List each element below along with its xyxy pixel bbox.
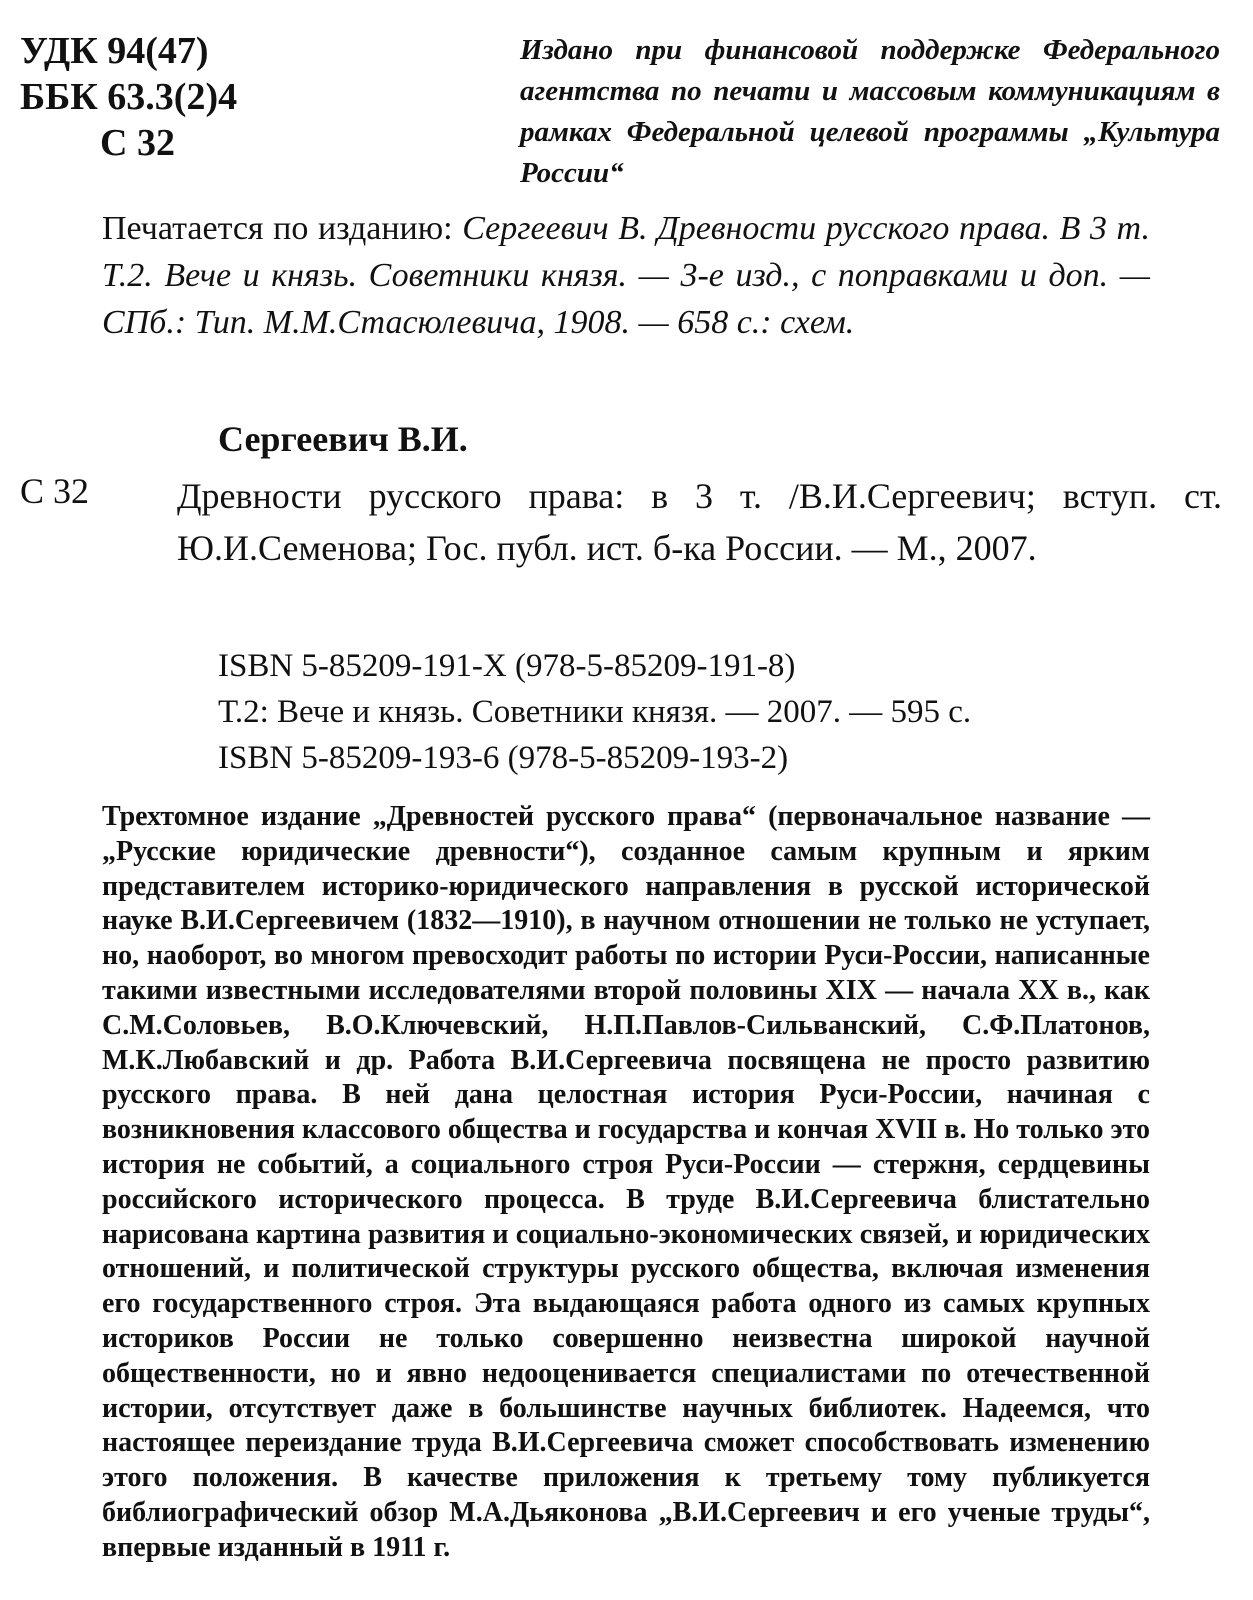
- source-edition: [20, 205, 1150, 346]
- author-heading: Сергеевич В.И.: [218, 419, 468, 459]
- isbn-set: ISBN 5-85209-191-X (978-5-85209-191-8): [218, 648, 796, 684]
- author-mark: С 32: [100, 122, 175, 164]
- abstract: [20, 800, 1150, 1566]
- bibliographic-text: Древности русского права: в 3 т. /В.И.Сергеевич; вступ. ст. Ю.И.Семенова; Гос. публ. ист. б-ка России. — М., 2007.: [177, 476, 1222, 568]
- abstract-text: Трехтомное издание „Древностей русского права“ (первоначальное название — „Русские юридические древности“), созданное самым крупным и ярким представителем историко-юридического направления в русской исторической науке В.И.Сергеевичем (1832—1910), в научном отношении не только не уступает, но, наоборот, во многом превосходит работы по истории Руси-России, написанные такими известными исследователями второй половины XIX — начала XX в., как С.М.Соловьев, В.О.Ключевский, Н.П.Павлов-Сильванский, С.Ф.Платонов, М.К.Любавский и др. Работа В.И.Сергеевича посвящена не просто развитию русского права. В ней дана целостная история Руси-России, начиная с возникновения классового общества и государства и кончая XVII в. Но только это история не событий, а социального строя Руси-России — стержня, сердцевины российского исторического процесса. В труде В.И.Сергеевича блистательно нарисована картина развития и социально-экономических связей, и юридических отношений, и политической структуры русского общества, включая изменения его государственного строя. Эта выдающаяся работа одного из самых крупных историков России не только совершенно неизвестна широкой научной общественности, но и явно недооценивается специалистами по отечественной истории, отсутствует даже в большинстве научных библиотек. Надеемся, что настоящее переиздание труда В.И.Сергеевича сможет способствовать изменению этого положения. В качестве приложения к третьему тому публикуется библиографический обзор М.А.Дьяконова „В.И.Сергеевич и его ученые труды“, впервые изданный в 1911 г.: [102, 801, 1151, 1563]
- source-citation: Сергеевич В. Древности русского права. В 3 т. Т.2. Вече и князь. Советники князя. — 3-е изд., с поправками и доп. — СПб.: Тип. М.М.Стасюлевича, 1908. — 658 с.: схем.: [102, 210, 1150, 341]
- source-lead: Печатается по изданию:: [102, 210, 453, 247]
- classification-codes: [20, 28, 237, 166]
- funding-note: Издано при финансовой поддержке Федерального агентства по печати и массовым коммуникациям в рамках Федеральной целевой программы „Культура России“: [520, 34, 1220, 189]
- udk-code: УДК 94(47): [20, 30, 209, 72]
- bbk-code: ББК 63.3(2)4: [20, 76, 238, 118]
- isbn-block: [218, 643, 971, 781]
- volume-title: Т.2: Вече и князь. Советники князя. — 2007. — 595 с.: [218, 694, 972, 730]
- bibliographic-entry: [152, 470, 1222, 574]
- author-code: С 32: [20, 471, 90, 511]
- isbn-volume: ISBN 5-85209-193-6 (978-5-85209-193-2): [218, 740, 789, 776]
